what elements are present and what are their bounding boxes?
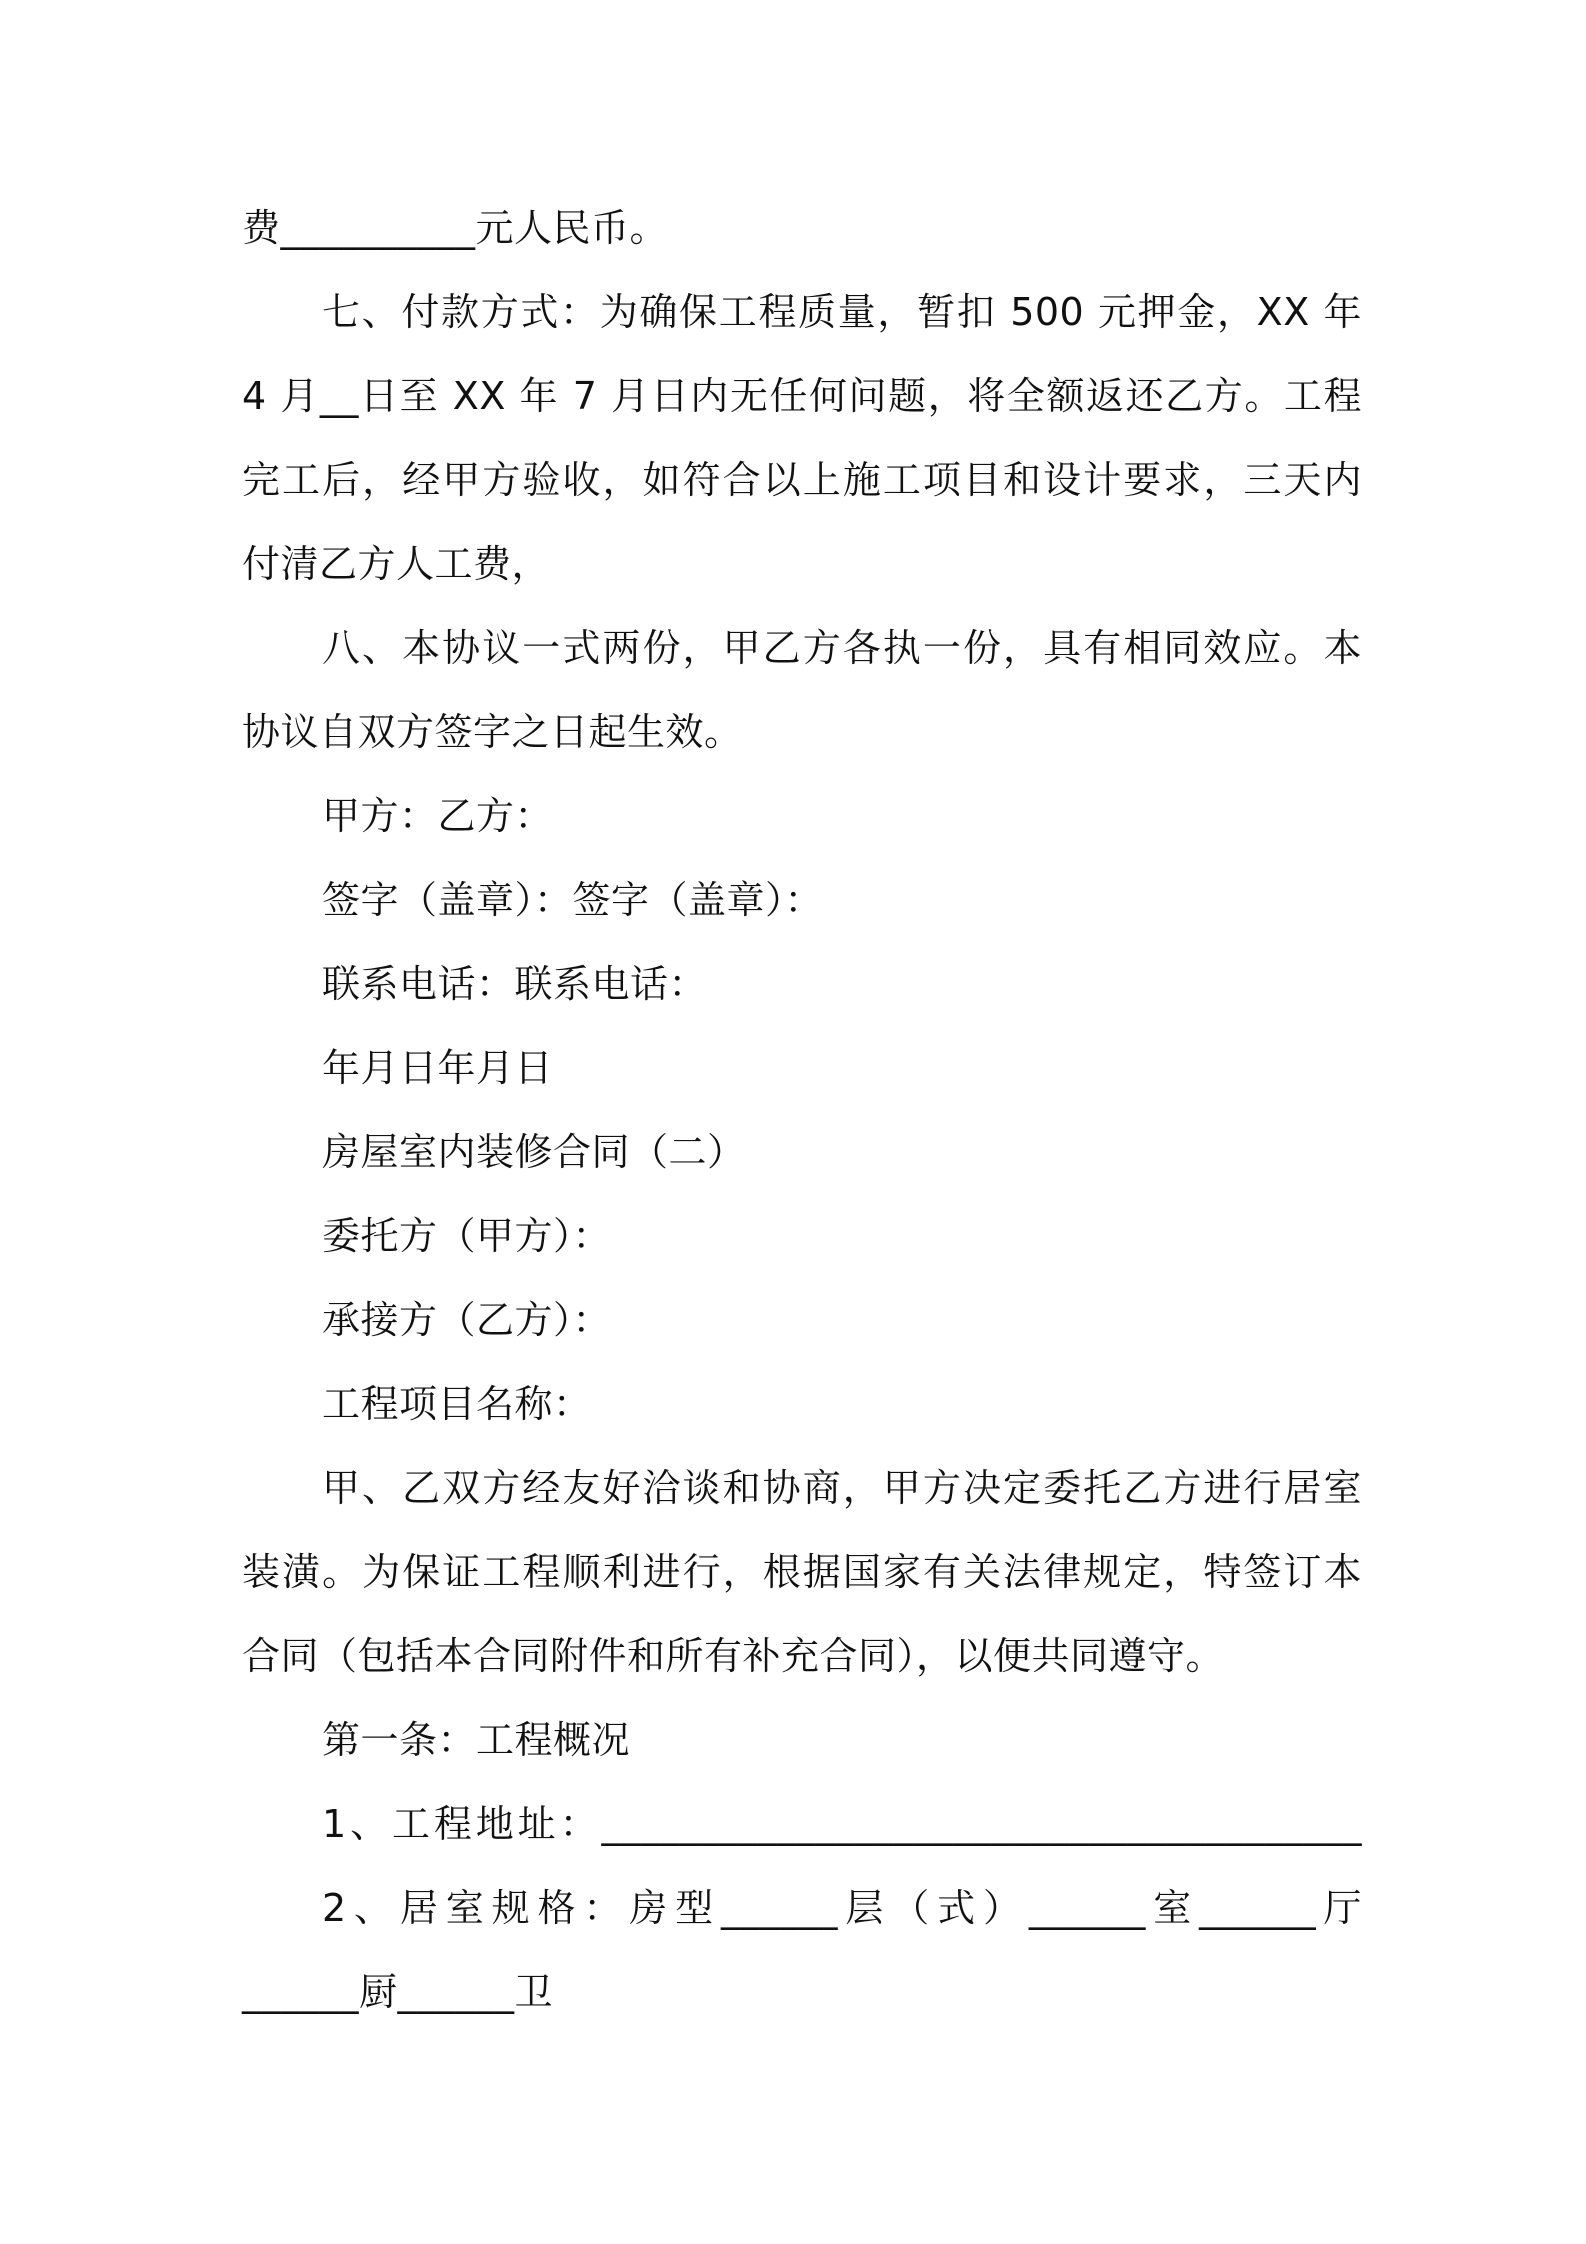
text-line: 甲、乙双方经友好洽谈和协商，甲方决定委托乙方进行居室	[322, 1466, 1362, 1510]
text-line: 1、工程地址：_______________________________________	[322, 1802, 1362, 1846]
text-line: 装潢。为保证工程顺利进行，根据国家有关法律规定，特签订本	[242, 1550, 1362, 1594]
text-line: 联系电话：联系电话：	[322, 962, 708, 1006]
text-line: 八、本协议一式两份，甲乙方各执一份，具有相同效应。本	[322, 626, 1362, 670]
text-line: ______厨______卫	[242, 1970, 554, 2014]
text-line: 承接方（乙方）：	[322, 1298, 612, 1342]
text-line: 协议自双方签字之日起生效。	[242, 710, 743, 754]
text-line: 七、付款方式：为确保工程质量，暂扣 500 元押金，XX 年	[322, 290, 1362, 334]
text-line: 费__________元人民币。	[242, 206, 669, 250]
text-line: 委托方（甲方）：	[322, 1214, 612, 1258]
text-line: 房屋室内装修合同（二）	[322, 1130, 746, 1174]
text-line: 2、居室规格：房型______层（式）______室______厅	[322, 1886, 1362, 1930]
text-line: 4 月__日至 XX 年 7 月日内无任何问题，将全额返还乙方。工程	[242, 374, 1362, 418]
text-line: 甲方：乙方：	[322, 794, 554, 838]
text-line: 完工后，经甲方验收，如符合以上施工项目和设计要求，三天内	[242, 458, 1362, 502]
text-line: 第一条：工程概况	[322, 1718, 631, 1762]
text-line: 付清乙方人工费，	[242, 542, 551, 586]
text-line: 工程项目名称：	[322, 1382, 592, 1426]
text-line: 年月日年月日	[322, 1046, 554, 1090]
text-line: 合同（包括本合同附件和所有补充合同），以便共同遵守。	[242, 1634, 1225, 1678]
text-line: 签字（盖章）：签字（盖章）：	[322, 878, 824, 922]
